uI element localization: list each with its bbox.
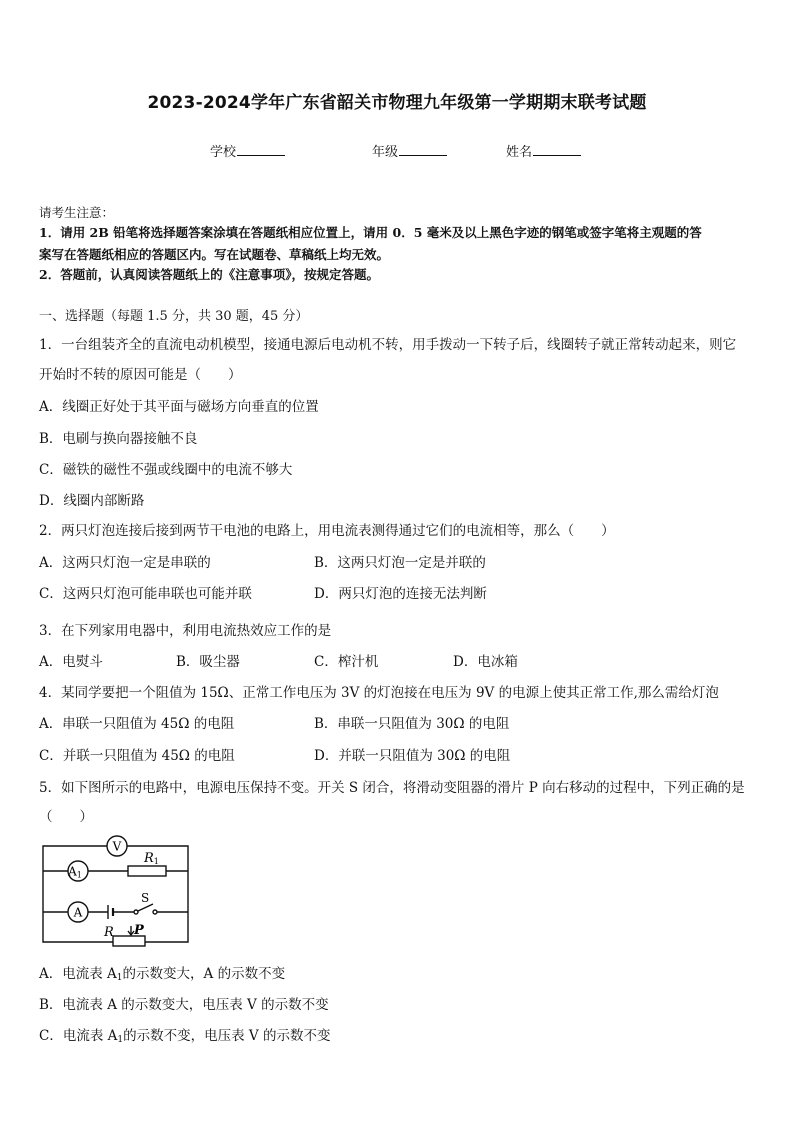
q1-option-d: D．线圈内部断路 — [39, 493, 145, 509]
q1-option-b: B．电刷与换向器接触不良 — [39, 431, 198, 447]
q2-option-a: A．这两只灯泡一定是串联的 — [39, 555, 211, 571]
q3-option-c: C．榨汁机 — [314, 654, 379, 670]
q2-stem: 2．两只灯泡连接后接到两节干电池的电路上，用电流表测得通过它们的电流相等，那么（ ） — [39, 523, 615, 539]
q5-option-a: A．电流表 $A_1$的示数变大，A 的示数不变 — [39, 966, 286, 983]
ammeter-a1-label: A1 — [68, 864, 82, 880]
grade-label: 年级 — [372, 145, 399, 160]
notice-heading: 请考生注意： — [39, 205, 115, 220]
q4-option-a: A．串联一只阻值为 45Ω 的电阻 — [39, 716, 235, 732]
q4-option-c: C．并联一只阻值为 45Ω 的电阻 — [39, 748, 235, 764]
exam-title: 2023-2024学年广东省韶关市物理九年级第一学期期末联考试题 — [147, 93, 647, 113]
q5-stem-a: 5．如下图所示的电路中，电源电压保持不变。开关 S 闭合，将滑动变阻器的滑片 P 向右移动的过程中，下列正确的是 — [39, 780, 745, 796]
q1-option-a: A．线圈正好处于其平面与磁场方向垂直的位置 — [39, 399, 319, 415]
q3-option-a: A．电熨斗 — [39, 654, 103, 670]
notice-line1b: 案写在答题纸相应的答题区内。写在试题卷、草稿纸上均无效。 — [39, 247, 390, 262]
r1-label: R1 — [144, 851, 159, 866]
section-heading: 一、选择题（每题 1.5 分，共 30 题，45 分） — [39, 309, 309, 324]
grade-field — [372, 141, 447, 160]
name-field — [506, 141, 581, 160]
school-label: 学校 — [210, 145, 237, 160]
q2-option-d: D．两只灯泡的连接无法判断 — [314, 586, 487, 602]
notice-line1a: 1．请用 2B 铅笔将选择题答案涂填在答题纸相应位置上，请用 0．5 毫米及以上黑色字迹的钢笔或签字笔将主观题的答 — [39, 225, 702, 240]
slider-p-label: P — [134, 923, 144, 938]
q2-option-c: C．这两只灯泡可能串联也可能并联 — [39, 586, 252, 602]
q3-stem: 3．在下列家用电器中，利用电流热效应工作的是 — [39, 623, 332, 639]
ammeter-a-label: A — [73, 905, 83, 920]
q5-option-c: C．电流表 $A_1$的示数不变，电压表 V 的示数不变 — [39, 1028, 331, 1045]
q1-stem-a: 1．一台组装齐全的直流电动机模型，接通电源后电动机不转，用手拨动一下转子后，线圈转子就正常转动起来，则它 — [39, 337, 737, 353]
resistor-r1-icon — [128, 866, 166, 876]
circuit-diagram — [38, 832, 198, 950]
switch-icon — [138, 904, 153, 911]
rheostat-r-label: R — [104, 925, 114, 940]
q3-option-b: B．吸尘器 — [176, 654, 240, 670]
name-blank — [533, 143, 581, 156]
q5-option-b: B．电流表 A 的示数变大，电压表 V 的示数不变 — [39, 997, 329, 1013]
school-blank — [237, 143, 285, 156]
name-label: 姓名 — [506, 145, 533, 160]
notice-line2: 2．答题前，认真阅读答题纸上的《注意事项》，按规定答题。 — [39, 267, 379, 282]
switch-label: S — [141, 891, 150, 905]
q1-option-c: C．磁铁的磁性不强或线圈中的电流不够大 — [39, 462, 293, 478]
school-field — [210, 141, 285, 160]
q4-stem: 4．某同学要把一个阻值为 15Ω、正常工作电压为 3V 的灯泡接在电压为 9V 的电源上使其正常工作,那么需给灯泡 — [39, 685, 719, 701]
q4-option-b: B．串联一只阻值为 30Ω 的电阻 — [314, 716, 510, 732]
q4-option-d: D．并联一只阻值为 30Ω 的电阻 — [314, 748, 511, 764]
q3-option-d: D．电冰箱 — [453, 654, 518, 670]
q1-stem-b: 开始时不转的原因可能是（ ） — [39, 367, 242, 383]
voltmeter-label: V — [112, 839, 122, 854]
q2-option-b: B．这两只灯泡一定是并联的 — [314, 555, 486, 571]
q5-stem-b: （ ） — [39, 809, 93, 825]
grade-blank — [399, 143, 447, 156]
